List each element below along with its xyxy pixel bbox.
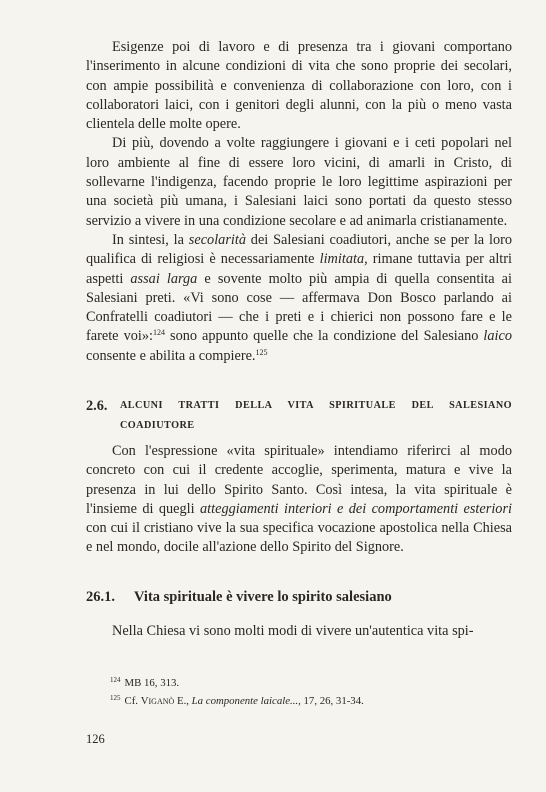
emphasis-limitata: limitata, <box>319 251 368 268</box>
subsection-26-1-text <box>86 622 512 641</box>
footnote-title: La componente laicale..., <box>191 694 301 707</box>
section-number: 2.6. <box>86 398 108 414</box>
footnotes <box>110 673 510 708</box>
section-title: ALCUNI TRATTI DELLA VITA SPIRITUALE DEL SALESIANO COADIUTORE <box>120 400 512 431</box>
paragraph-vita-spirituale: Con l'espressione «vita spirituale» intendiamo riferirci al modo concreto con cui il credente accoglie, sperimenta, matura e vive la presenza in lui dello Spirito Santo. Così intesa, la vita spirituale è l'insieme di quegli atteggiamenti interiori e dei comportamenti esteriori con cui il cristiano vive la sua specifica vocazione apostolica nella Chiesa e nel mondo, docile all'azione dello Spirito del Signore. <box>86 443 512 556</box>
subsection-number: 26.1. <box>86 589 115 605</box>
emphasis-assai-larga: assai larga <box>130 270 198 287</box>
page-number: 126 <box>86 732 105 746</box>
footnote-125: $^{125}$ Cf. Viganò E., La componente laicale..., 17, 26, 31-34. <box>110 693 364 707</box>
paragraph-1: Esigenze poi di lavoro e di presenza tra i giovani comportano l'inserimento in alcune condizioni di vita che sono proprie dei secolari, con ampie possibilità e convenienza di collaborazione con loro, con i collaboratori laici, con i genitori degli alunni, con la più o meno vasta clientela delle molte opere. <box>86 39 512 133</box>
subsection-heading-26-1 <box>86 587 512 607</box>
subsection-title: Vita spirituale è vivere lo spirito salesiano <box>134 589 392 605</box>
section-2-6-text <box>86 442 512 558</box>
paragraph-nella-chiesa: Nella Chiesa vi sono molti modi di vivere un'autentica vita spi- <box>112 623 474 639</box>
emphasis-atteggiamenti: atteggiamenti interiori e dei comportamenti esteriori <box>200 500 512 517</box>
emphasis-secolarita: secolarità <box>188 231 246 248</box>
main-text-block <box>86 38 512 366</box>
emphasis-laico: laico <box>483 328 513 345</box>
footnote-author: Viganò E., <box>140 694 189 707</box>
footnote-124: $^{124}$ MB 16, 313. <box>110 676 180 689</box>
section-heading-2-6 <box>86 396 512 436</box>
paragraph-2: Di più, dovendo a volte raggiungere i giovani e i ceti popolari nel loro ambiente al fine di essere loro vicini, di amarli in Cristo, di sollevarne l'indigenza, facendo proprie le loro legittime aspirazioni per una società più umana, i Salesiani laici sono portati da questo stesso servizio a vivere in una condizione secolare e ad animarla cristianamente. <box>86 135 512 229</box>
paragraph-3: In sintesi, la secolarità dei Salesiani coadiutori, anche se per la loro qualifica di religiosi è necessariamente limitata, rimane tuttavia per altri aspetti assai larga e sovente molto più ampia di quella consentita ai Salesiani preti. «Vi sono cose — affermava Don Bosco parlando ai Confratelli coadiutori — che i preti e i chierici non possono fare e le farete voi»:$^{124}$ sono appunto quelle che la condizione del Salesiano laico consente e abilita a compiere.$^{125}$ <box>86 231 513 364</box>
footnote-ref-124: 124 <box>152 328 165 338</box>
footnote-ref-125: 125 <box>255 347 268 357</box>
